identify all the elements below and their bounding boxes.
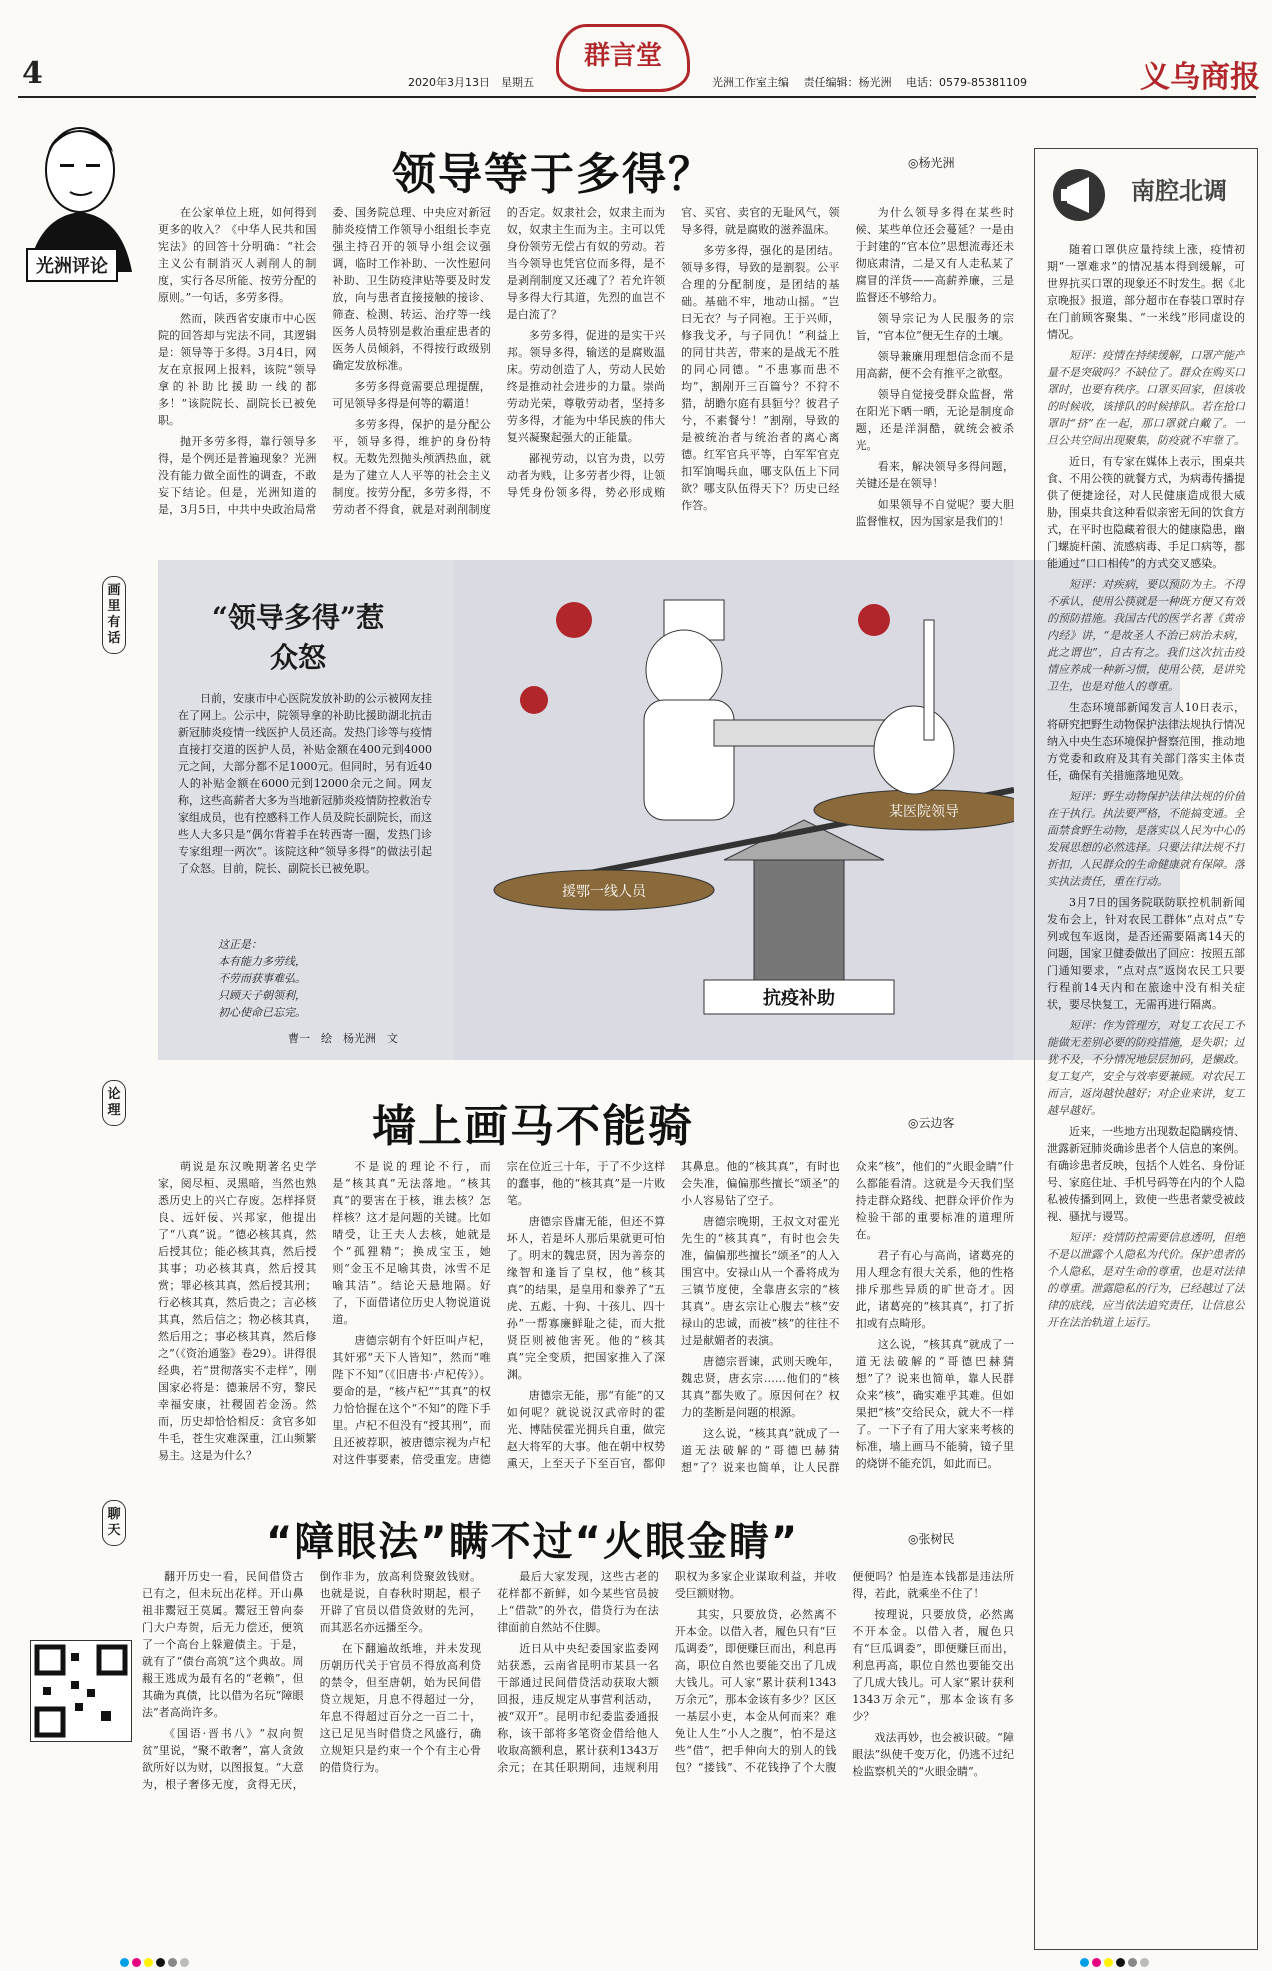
paragraph: 这么说，“核其真”就成了一道无法破解的“哥德巴赫猜想”了？说来也简单，让人民群众来“核”，他们的“火眼金睛”什么都能看清。这就是今天我们坚持走群众路线、把群众评价作为检验干部的重要标准的道理所在。 xyxy=(681,1160,1014,1474)
cartoon-title: “领导多得”惹众怒 xyxy=(211,601,385,674)
article2-byline: ◎云边客 xyxy=(908,1116,955,1130)
paragraph: 《国语·晋书八》“叔向贺贫”里说，“聚不敢奢”，富人贪敛欲所好以为财，以图报复。“大意为，根子奢侈无度，贪得无厌，倒作非为，放高利贷聚敛钱财。也就是说，自春秋时期起，根子开辟了官员以借贷敛财的先河，而其恶名亦远播至今。 xyxy=(142,1570,482,1791)
paragraph: 鄙视劳动，以官为贵，以劳动者为贱，让多劳者少得，让领导凭身份领多得，势必形成贿官、买官、卖官的无耻风气，领导多得，就是腐败的滋养温床。 xyxy=(506,206,840,499)
column-label: 光洲评论 xyxy=(26,248,118,282)
editor-text: 责任编辑：杨光洲 xyxy=(803,76,892,89)
qr-code-icon xyxy=(30,1640,132,1742)
paragraph: 君子有心与高尚，诸葛亮的用人理念有很大关系，他的性格排斥那些异质的旷世奇才。因此，诸葛亮的“核其真”，打了折扣或有点畸形。 xyxy=(855,1249,1014,1330)
paragraph: 多劳多得，强化的是团结。领导多得，导致的是割裂。公平合理的分配制度，是团结的基础。基础不牢，地动山摇。“岂曰无衣？与子同袍。王于兴师，修我戈矛，与子同仇！”利益上的同甘共苦，带来的是战无不胜的同心同德。“不患寡而患不均”，割剐开三百篇兮？不狩不猎，胡瞻尔庭有县貆兮？彼君子兮，不素餐兮！”割剐，导致的是被统治者与统治者的离心离德。红军官兵平等，白军军官克扣军饷喝兵血，哪支队伍上下同欲？哪支队伍得天下？历史已经作答。 xyxy=(681,244,840,512)
phone-text: 电话：0579-85381109 xyxy=(906,76,1027,89)
label-frontline: 援鄂一线人员 xyxy=(562,883,646,899)
paragraph: 近日从中央纪委国家监委网站获悉，云南省昆明市某县一名干部通过民间借贷活动获取大额回报，违反规定从事营利活动，被“双开”。昆明市纪委监委通报称，该干部将多笔资金借给他人收取高额利息，累计获利1343万余元；在其任职期间，违规利用职权为多家企业谋取利益，并收受巨额财物。 xyxy=(497,1570,837,1774)
paragraph: 戏法再妙，也会被识破。“障眼法”纵使千变万化，仍逃不过纪检监察机关的“火眼金睛”。 xyxy=(852,1731,1014,1778)
article3-title: “障眼法”瞒不过“火眼金睛” xyxy=(266,1519,800,1565)
sidebar-comment: 短评：疫情防控需要信息透明，但绝不是以泄露个人隐私为代价。保护患者的个人隐私，是对生命的尊重，也是对法律的尊重。泄露隐私的行为，已经越过了法律的底线，应当依法追究责任，让信息公开在法治轨道上运行。 xyxy=(1047,1231,1245,1329)
article2-title: 墙上画马不能骑 xyxy=(372,1101,694,1152)
paragraph: 唐德宗无能，那“有能”的又如何呢？就说说汉武帝时的霍光、博陆侯霍光拥兵自重，做完赵大将军的大事。他在朝中权势熏天，上至天子下至百官，都仰其鼻息。他的“核其真”，有时也会失准，偏偏那些擅长“颂圣”的小人容易钻了空子。 xyxy=(506,1160,840,1470)
sidebar-comment: 短评：疫情在持续缓解，口罩产能产量不是突破吗？不缺位了。群众在购买口罩时，也要有秩序。口罩买回家，但该收的时候收，该排队的时候排队。若在抢口罩时“挤”在一起，那口罩就白戴了。一旦公共空间出现聚集，防疫就不牢靠了。 xyxy=(1047,349,1245,447)
paragraph: 然而，陕西省安康市中心医院的回答却与宪法不同，其逻辑是：领导等于多得。3月4日，网友在京报网上报料，该院“领导拿的补助比援助一线的都多！”该院院长、副院长已被免职。 xyxy=(158,312,317,427)
paragraph: 多劳多得，保护的是分配公平，领导多得，维护的身份特权。无数先烈抛头颅洒热血，就是为了建立人人平等的社会主义制度。按劳分配，多劳多得，不劳动者不得食，就是对剥削制度的否定。奴隶社会，奴隶主而为奴，奴隶主生而为主。主可以凭身份领劳无偿占有奴的劳动。若当今领导也凭官位而多得，是不是剥削制度又还魂了？若允许领导多得大行其道，先烈的血岂不是白流了？ xyxy=(332,206,666,516)
studio-text: 光洲工作室主编 xyxy=(712,76,789,89)
sidebar-news: 3月7日的国务院联防联控机制新闻发布会上，针对农民工群体“点对点”专列或包车返岗，是否还需要隔离14天的问题，国家卫健委做出了回应：按照五部门通知要求，“点对点”返岗农民工只要行程前14天内和在旅途中没有相关症状，要尽快复工，无需再进行隔离。 xyxy=(1047,896,1245,1011)
paragraph: 为什么领导多得在某些时候、某些单位还会蔓延？一是由于封建的“官本位”思想流毒还未彻底肃清，二是又有人走私某了腐冒的洋货——高薪养廉，三是监督还不够给力。 xyxy=(855,206,1014,304)
masthead-rule xyxy=(18,96,1256,98)
page-number: 4 xyxy=(22,56,43,91)
paragraph: 领导宗记为人民服务的宗旨，“官本位”便无生存的土壤。 xyxy=(855,312,1014,342)
sidebar-news: 随着口罩供应量持续上涨，疫情初期“一罩难求”的情况基本得到缓解，可世界抗买口罩的现象还不时发生。据《北京晚报》报道，部分超市在春装口罩时存在门前顾客聚集、“一米线”形同虚设的情况。 xyxy=(1047,243,1245,341)
cartoon-illustration xyxy=(454,560,1014,1060)
cartoon-credit: 曹一 绘 杨光洲 文 xyxy=(288,1032,398,1045)
footer-color-dots-right xyxy=(1080,1952,1152,1962)
paper-name: 义乌商报 xyxy=(1140,60,1260,95)
article2-side-label: 论理 xyxy=(102,1080,126,1126)
paragraph: 这么说，“核其真”就成了一道无法破解的“哥德巴赫猜想”了？说来也简单，靠人民群众来“核”，确实难乎其难。但如果把“核”交给民众，就大不一样了。一下子有了用大家来考核的标准，墙上画马不能骑，镜子里的烧饼不能充饥，如此而已。 xyxy=(855,1338,1014,1470)
paragraph: 抛开多劳多得，靠行领导多得，是个例还是普遍现象？光洲没有能力做全面性的调查，不敢妄下结论。但是，光洲知道的是，3月5日，中共中央政治局常委、国务院总理、中央应对新冠肺炎疫情工作领导小组组长李克强主持召开的领导小组会议强调，临时工作补助、一次性慰问补助、卫生防疫津贴等要及时发放，向与患者直接接触的接诊、筛查、检测、转运、治疗等一线医务人员特别是救治重症患者的医务人员倾斜，不得按行政级别确定发放标准。 xyxy=(158,206,491,516)
sidebar-news: 生态环境部新闻发言人10日表示，将研究把野生动物保护法律法规执行情况纳入中央生态环境保护督察范围，推动地方党委和政府及其有关部门落实主体责任，确保有关措施落地见效。 xyxy=(1047,701,1245,782)
paragraph: 领导自觉接受群众监督，常在阳光下晒一晒，无论是制度命题，还是洋洞酷，就统会被杀光。 xyxy=(855,388,1014,452)
sidebar-comment: 短评：作为管理方，对复工农民工不能做无差别必要的防疫措施，是失职；过犹不及，不分情况地层层加码，是懒政。复工复产，安全与效率要兼顾。对农民工而言，返岗越快越好；对企业来讲，复工越早越好。 xyxy=(1047,1019,1245,1117)
sidebar-news: 近日，有专家在媒体上表示，围桌共食、不用公筷的就餐方式，为病毒传播提供了便捷途径，对人民健康造成很大威胁，围桌共食这种看似亲密无间的饮食方式，在平时也隐藏着很大的健康隐患，幽门螺旋杆菌、流感病毒、手足口病等，都能通过“口口相传”的方式交叉感染。 xyxy=(1047,455,1245,570)
paragraph: 唐德宗晋谏，武则天晚年，魏忠贤，唐玄宗……他们的“核其真”都失败了。原因何在？权力的垄断是问题的根源。 xyxy=(681,1355,840,1419)
article1-title: 领导等于多得？ xyxy=(392,149,714,200)
paragraph: 在公家单位上班，如何得到更多的收入？《中华人民共和国宪法》的回答十分明确：“社会主义公有制消灭人剥削人的制度，实行各尽所能、按劳分配的原则。”一句话，多劳多得。 xyxy=(158,206,317,304)
label-leader: 某医院领导 xyxy=(889,803,959,819)
label-subsidy: 抗疫补助 xyxy=(763,988,835,1008)
paragraph: 唐德宗朝有个奸臣叫卢杞，其奸邪“天下人皆知”，然而“唯陛下不知”（《旧唐书·卢杞传》）。要命的是，“核卢杞”“其真”的权力恰恰握在这个“不知”的陛下手里。卢杞不但没有“授其刑”，而且还被荐职，被唐德宗视为卢杞对这件事要素，倍受重宠。唐德宗在位近三十年，于了不少这样的蠢事，他的“核其真”是一片败笔。 xyxy=(332,1160,666,1466)
article3-side-label: 聊天 xyxy=(102,1500,126,1546)
article2-body xyxy=(158,1158,1014,1498)
sidebar-column xyxy=(1034,148,1258,1950)
paragraph: 如果领导不自觉呢？要大胆监督惟权，因为国家是我们的！ xyxy=(855,498,1014,528)
article1-body xyxy=(158,204,1014,550)
sidebar-heading: 南腔北调 xyxy=(1131,177,1227,205)
sidebar-body xyxy=(1047,241,1245,1931)
article3-body xyxy=(142,1568,1014,1948)
article1-byline: ◎杨光洲 xyxy=(908,156,955,170)
paragraph: 多劳多得竟需要总理提醒，可见领导多得是何等的霸道！ xyxy=(332,380,491,410)
paragraph: 最后大家发现，这些古老的花样都不新鲜，如今某些官员披上“借款”的外衣，借贷行为在法律面前自然站不住脚。 xyxy=(497,1570,659,1634)
footer-color-dots-left xyxy=(120,1952,192,1962)
paragraph: 多劳多得，促进的是实干兴邦。领导多得，输送的是腐败温床。劳动创造了人，劳动人民始终是推动社会进步的力量。崇尚劳动光荣，尊敬劳动者，坚持多劳多得，才能为中华民族的伟大复兴凝聚起强大的正能量。 xyxy=(506,329,666,444)
section-seal: 群言堂 xyxy=(556,24,690,92)
date-line: 2020年3月13日 星期五 xyxy=(408,76,534,89)
cartoon-panel xyxy=(158,560,1180,1060)
cartoon-side-label: 画里有话 xyxy=(102,576,126,654)
paragraph: 按理说，只要放贷，必然离不开本金。以借入者，履色只有“巨瓜调委”，即便赚巨而出，利息再高，职位自然也要能交出了几成大钱儿。可人家“累计获利1343万余元”，那本金该有多少？ xyxy=(852,1608,1014,1723)
paragraph: 领导兼廉用理想信念而不是用高薪，便不会有推平之欲壑。 xyxy=(855,350,1014,380)
cartoon-poem: 这正是： 本有能力多劳线， 不劳而获事难弘。 只顾天子朝领利， 初心使命已忘完。 xyxy=(218,938,306,1019)
article3-byline: ◎张树民 xyxy=(908,1532,955,1546)
paragraph: 翻开历史一看，民间借贷古已有之，但未玩出花样。开山鼻祖非鬻冠王莫属。鬻冠王曾向泰门大户寿贺，后无力偿还，便筑了一个高台上躲避债主。于是，就有了“债台高筑”这个典故。周赧王逃成为最有名的“老赖”，但其确为真债，比以借为名玩“障眼法”者高尚许多。 xyxy=(142,1570,304,1719)
megaphone-icon xyxy=(1049,165,1129,225)
paragraph: 唐德宗昏庸无能，但还不算坏人，若是坏人那后果就更可怕了。明末的魏忠贤，因为善奈的缘智和逢旨了皇权，他“核其真”的结果，是皇用和豢养了“五虎、五彪、十狗、十孩儿、四十孙”一帮寡廉鲜耻之徒，而大批贤臣则被他害死。他的“核其真”完全变质，把国家推入了深渊。 xyxy=(506,1215,666,1381)
cartoon-body: 日前，安康市中心医院发放补助的公示被网友挂在了网上。公示中，院领导拿的补助比援助湖北抗击新冠肺炎疫情一线医护人员还高。发热门诊等与疫情直接打交道的医护人员，补贴金额在400元到4000元之间，大部分都不足1000元。但同时，另有近40人的补贴金额在6000元到12000余元之间。网友称，这些高薪者大多为当地新冠肺炎疫情防控救治专家组成员，也有控感科工作人员及院长副院长，而这些人大多只是“偶尔背着手在转西寄一圈，发热门诊专家组理一两次”。该院这种“领导多得”的做法引起了众怒。目前，院长、副院长已被免职。 xyxy=(178,692,432,875)
paragraph: 唐德宗晚期，王叔文对霍光先生的“核其真”，有时也会失准，偏偏那些擅长“颂圣”的人入围宫中。安禄山从一个番将成为三镇节度使，全靠唐玄宗的“核其真”。唐玄宗让心腹去“核”安禄山的忠诚，而被“核”的往往不过是献媚者的表演。 xyxy=(681,1215,840,1347)
sidebar-comment: 短评：对疾病，要以预防为主。不得不承认，使用公筷就是一种既方便又有效的预防措施。我国古代的医学名著《黄帝内经》讲，“是故圣人不治已病治未病，此之谓也”，自古有之。我们这次抗击疫情应养成一种新习惯，使用公筷，是讲究卫生，也是对他人的尊重。 xyxy=(1047,578,1245,693)
paragraph: 在下翻遍故纸堆，并未发现历朝历代关于官员不得放高利贷的禁令，但至唐朝，始为民间借贷立规矩，月息不得超过一分，年息不得超过百分之一百二十，这已足见当时借贷之风盛行，确立规矩只是约束一个个有主心骨的借贷行为。 xyxy=(319,1642,482,1774)
editor-line xyxy=(712,74,1027,90)
sidebar-comment: 短评：野生动物保护法律法规的价值在于执行。执法要严格，不能搞变通。全面禁食野生动物，是落实以人民为中心的发展思想的必然选择。只要法律法规不打折扣，人民群众的生命健康就有保障。落实执法责任，重在行动。 xyxy=(1047,790,1245,888)
paragraph: 其实，只要放贷，必然离不开本金。以借入者，履色只有“巨瓜调委”，即便赚巨而出，利息再高，职位自然也要能交出了几成大钱儿。可人家“累计获利1343万余元”，那本金该有多少？区区一基层小吏，本金从何而来？难免让人生“小人之腹”，怕不是这些“借”，把手伸向大的别人的钱包？“搂钱”、不花钱挣了个大腹便便吗？怕是连本钱都是违法所得，若此，就乘坐不住了！ xyxy=(674,1570,1014,1774)
sidebar-news: 近来，一些地方出现数起隐瞒疫情、泄露新冠肺炎确诊患者个人信息的案例。有确诊患者反映，包括个人姓名、身份证号、家庭住址、手机号码等在内的个人隐私被传播到网上，致使一些患者蒙受被歧视、骚扰与谩骂。 xyxy=(1047,1125,1245,1223)
paragraph: 看来，解决领导多得问题，关键还是在领导！ xyxy=(855,460,1014,490)
paragraph: 不是说的理论不行，而是“核其真”无法落地。“核其真”的要害在于核，谁去核？怎样核？这才是问题的关键。比如晴受，让王夫人去核，她就是个“孤狸精”；换成宝玉，她则“金玉不足喻其贵，冰雪不足喻其洁”。结论天悬地隔。好了，下面借诸位历史人物说道说道。 xyxy=(332,1160,491,1326)
paragraph: 萌说是东汉晚期著名史学家，阅尽桓、灵黑暗，当然也熟悉历史上的兴亡存废。怎样择贤良、远奸佞、兴邦家，他提出了“八真”说。“德必核其真，然后授其位；能必核其真，然后授其事；功必核其真，然后授其赏；罪必核其真，然后授其刑；行必核其真，然后贵之；言必核其真，然后信之；物必核其真，然后用之；事必核其真，然后修之”（《资治通鉴》卷29）。讲得很经典，若“贯彻落实不走样”，刚国家必将是：德兼居不穷，黎民幸福安康，社稷固若金汤。然而，历史却恰恰相反：贪官多如牛毛，苍生灾难深重，江山频繁易主。这是为什么？ xyxy=(158,1160,317,1462)
